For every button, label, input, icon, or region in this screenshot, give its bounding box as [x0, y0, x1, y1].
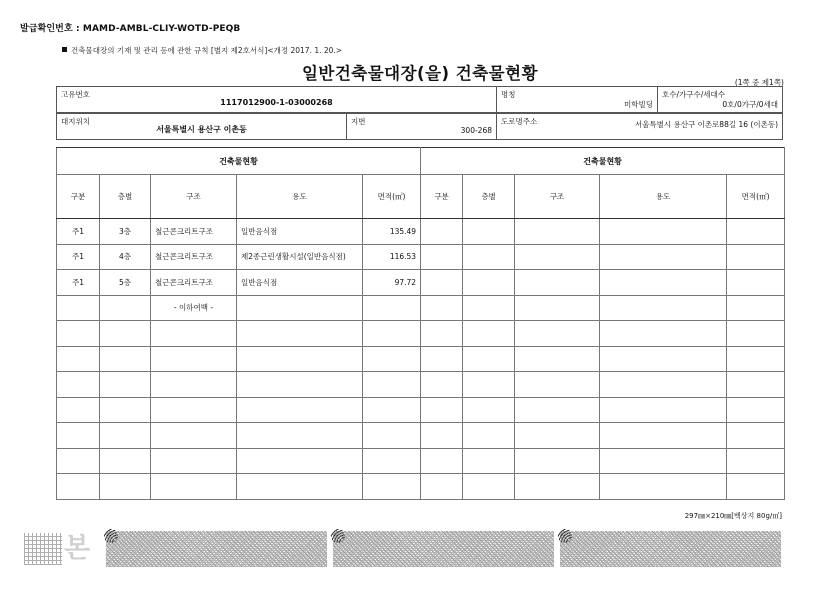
empty-cell	[600, 474, 727, 500]
col-header-division: 구분	[421, 175, 463, 219]
cell-area: 135.49	[363, 219, 421, 245]
col-header-use: 용도	[237, 175, 363, 219]
col-header-structure: 구조	[151, 175, 237, 219]
empty-cell	[515, 397, 600, 423]
col-header-structure: 구조	[515, 175, 600, 219]
empty-cell	[463, 474, 515, 500]
empty-cell	[100, 397, 151, 423]
road-address-label: 도로명주소	[501, 117, 538, 126]
table-row	[57, 219, 785, 245]
name-label: 명칭	[501, 90, 516, 99]
empty-cell	[100, 321, 151, 347]
empty-row	[57, 346, 785, 372]
empty-row	[57, 321, 785, 347]
empty-cell	[57, 372, 100, 398]
cell-floor	[100, 295, 151, 321]
cell-use: 일반음식점	[237, 219, 363, 245]
col-header-area: 면적(㎡)	[727, 175, 785, 219]
empty-cell	[421, 244, 463, 270]
empty-cell	[727, 295, 785, 321]
empty-cell	[515, 270, 600, 296]
empty-cell	[600, 448, 727, 474]
col-header-floor: 층별	[100, 175, 151, 219]
empty-cell	[363, 474, 421, 500]
security-grid-pattern	[24, 533, 62, 565]
empty-cell	[237, 372, 363, 398]
document-title: 일반건축물대장(을) 건축물현황	[301, 64, 539, 83]
page-count: (1쪽 중 제1쪽)	[734, 78, 784, 87]
empty-cell	[600, 346, 727, 372]
empty-cell	[100, 474, 151, 500]
empty-cell	[57, 397, 100, 423]
cell-division: 주1	[57, 270, 100, 296]
info-row-identification	[56, 86, 783, 113]
unique-number-cell	[57, 87, 497, 113]
empty-cell	[151, 448, 237, 474]
empty-cell	[463, 346, 515, 372]
road-address-value: 서울특별시 용산구 이촌로88길 16 (이촌동)	[634, 120, 778, 129]
column-header-row	[57, 175, 785, 219]
regulation-text: 건축물대장의 기재 및 관리 등에 관한 규칙 [별지 제2호서식]<개정 2017. 1. 20.>	[71, 46, 343, 55]
original-stamp	[24, 531, 94, 567]
empty-cell	[515, 346, 600, 372]
empty-cell	[727, 244, 785, 270]
empty-cell	[363, 448, 421, 474]
empty-cell	[515, 321, 600, 347]
empty-cell	[151, 474, 237, 500]
empty-cell	[515, 423, 600, 449]
empty-cell	[363, 372, 421, 398]
info-row-location	[56, 113, 783, 140]
empty-cell	[600, 295, 727, 321]
cell-area: 116.53	[363, 244, 421, 270]
empty-cell	[151, 372, 237, 398]
col-header-area: 면적(㎡)	[363, 175, 421, 219]
lot-number-cell	[347, 114, 497, 140]
empty-cell	[237, 423, 363, 449]
empty-cell	[515, 219, 600, 245]
empty-cell	[237, 474, 363, 500]
empty-row	[57, 474, 785, 500]
empty-cell	[421, 321, 463, 347]
road-address-cell	[497, 114, 783, 140]
units-label: 호수/가구수/세대수	[662, 90, 726, 99]
col-header-division: 구분	[57, 175, 100, 219]
empty-cell	[515, 474, 600, 500]
empty-cell	[600, 219, 727, 245]
empty-cell	[363, 321, 421, 347]
cell-structure: 철근콘크리트구조	[151, 270, 237, 296]
empty-cell	[100, 423, 151, 449]
empty-cell	[57, 346, 100, 372]
cell-area	[363, 295, 421, 321]
col-header-floor: 층별	[463, 175, 515, 219]
empty-cell	[57, 448, 100, 474]
empty-cell	[727, 397, 785, 423]
table-row	[57, 244, 785, 270]
empty-cell	[515, 448, 600, 474]
cell-use: 제2종근린생활시설(일반음식점)	[237, 244, 363, 270]
empty-cell	[727, 346, 785, 372]
empty-cell	[151, 397, 237, 423]
empty-cell	[515, 295, 600, 321]
section-header-right: 건축물현황	[421, 148, 785, 175]
empty-cell	[463, 270, 515, 296]
empty-cell	[463, 295, 515, 321]
security-barcode-2	[333, 531, 554, 567]
original-stamp-glyph: 본	[64, 533, 91, 564]
empty-row	[57, 397, 785, 423]
empty-cell	[600, 372, 727, 398]
empty-cell	[600, 423, 727, 449]
cell-floor: 5층	[100, 270, 151, 296]
units-value: 0호/0가구/0세대	[722, 100, 778, 109]
regulation-reference	[62, 45, 342, 56]
empty-row	[57, 448, 785, 474]
cell-division	[57, 295, 100, 321]
empty-cell	[727, 321, 785, 347]
empty-cell	[100, 372, 151, 398]
empty-cell	[727, 448, 785, 474]
empty-cell	[600, 270, 727, 296]
unique-number-value: 1117012900-1-03000268	[220, 98, 333, 107]
empty-cell	[151, 321, 237, 347]
table-row	[57, 270, 785, 296]
empty-cell	[727, 219, 785, 245]
cell-use	[237, 295, 363, 321]
cell-division: 주1	[57, 219, 100, 245]
empty-row	[57, 423, 785, 449]
empty-cell	[237, 346, 363, 372]
empty-cell	[463, 219, 515, 245]
empty-cell	[57, 423, 100, 449]
empty-cell	[421, 219, 463, 245]
cell-end-of-list: - 이하여백 -	[151, 295, 237, 321]
empty-cell	[463, 397, 515, 423]
security-barcode-1	[106, 531, 327, 567]
empty-cell	[421, 397, 463, 423]
cell-structure: 철근콘크리트구조	[151, 244, 237, 270]
cell-floor: 4층	[100, 244, 151, 270]
issue-confirmation-number: 발급확인번호 : MAMD-AMBL-CLIY-WOTD-PEQB	[20, 24, 241, 34]
empty-row	[57, 372, 785, 398]
empty-cell	[57, 321, 100, 347]
empty-cell	[421, 346, 463, 372]
units-cell	[658, 87, 783, 113]
cell-division: 주1	[57, 244, 100, 270]
name-value: 미학빌딩	[624, 100, 653, 109]
empty-cell	[463, 244, 515, 270]
empty-cell	[463, 321, 515, 347]
empty-cell	[421, 474, 463, 500]
unique-number-label: 고유번호	[61, 90, 90, 99]
empty-cell	[363, 423, 421, 449]
empty-cell	[727, 474, 785, 500]
empty-cell	[515, 372, 600, 398]
cell-structure: 철근콘크리트구조	[151, 219, 237, 245]
section-header-left: 건축물현황	[57, 148, 421, 175]
table-row	[57, 295, 785, 321]
building-status-table	[56, 147, 785, 500]
empty-cell	[463, 423, 515, 449]
paper-spec: 297㎜×210㎜[백상지 80g/㎡]	[684, 512, 782, 520]
empty-cell	[727, 423, 785, 449]
cell-area: 97.72	[363, 270, 421, 296]
security-barcode-3	[560, 531, 781, 567]
empty-cell	[363, 346, 421, 372]
empty-cell	[727, 270, 785, 296]
lot-number-label: 지번	[351, 117, 366, 126]
name-cell	[497, 87, 658, 113]
cell-floor: 3층	[100, 219, 151, 245]
col-header-use: 용도	[600, 175, 727, 219]
empty-cell	[151, 346, 237, 372]
site-location-label: 대지위치	[61, 117, 90, 126]
empty-cell	[421, 448, 463, 474]
empty-cell	[363, 397, 421, 423]
empty-cell	[727, 372, 785, 398]
site-location-cell	[57, 114, 347, 140]
empty-cell	[237, 448, 363, 474]
empty-cell	[515, 244, 600, 270]
empty-cell	[421, 423, 463, 449]
square-bullet-icon	[62, 47, 67, 52]
empty-cell	[237, 397, 363, 423]
empty-cell	[100, 346, 151, 372]
empty-cell	[463, 448, 515, 474]
empty-cell	[151, 423, 237, 449]
lot-number-value: 300-268	[460, 126, 492, 135]
empty-cell	[237, 321, 363, 347]
empty-cell	[463, 372, 515, 398]
empty-cell	[421, 295, 463, 321]
empty-cell	[421, 372, 463, 398]
empty-cell	[57, 474, 100, 500]
empty-cell	[600, 244, 727, 270]
empty-cell	[421, 270, 463, 296]
site-location-value: 서울특별시 용산구 이촌동	[156, 125, 247, 134]
empty-cell	[600, 321, 727, 347]
empty-cell	[100, 448, 151, 474]
empty-cell	[600, 397, 727, 423]
cell-use: 일반음식점	[237, 270, 363, 296]
